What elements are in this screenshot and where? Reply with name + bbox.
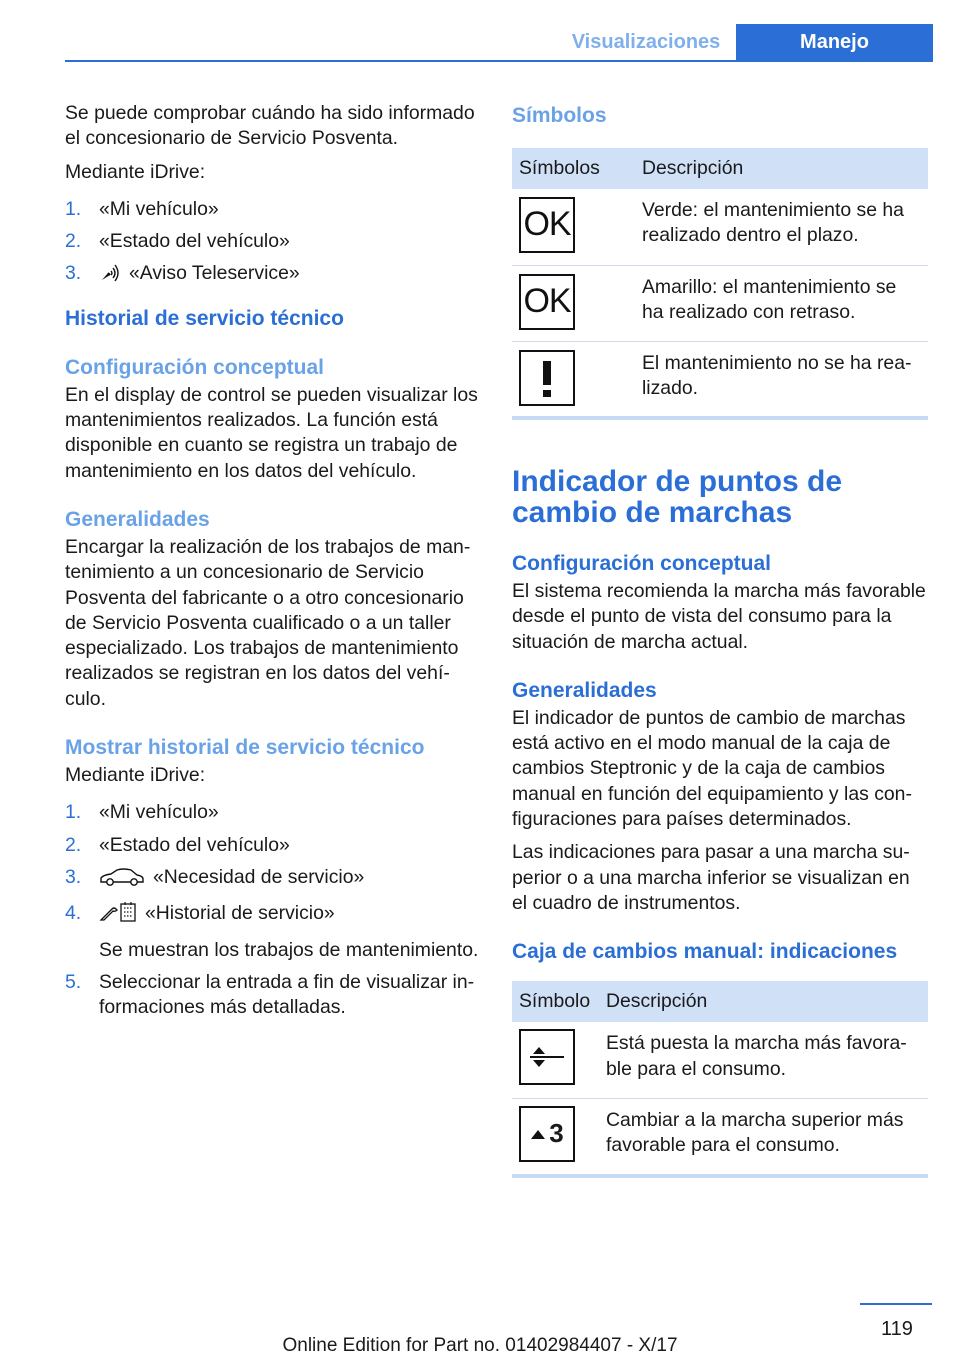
heading-caja-cambios: Caja de cambios manual: indicaciones — [512, 940, 898, 964]
symbol-label: OK — [523, 205, 571, 244]
table-cell: Amarillo: el mantenimiento se ha realizado con retraso. — [635, 265, 928, 341]
step-number: 2. — [65, 230, 82, 253]
generalidades-paragraph: El indicador de puntos de cambio de marchas está activo en el modo manual de la caja de cambios Steptronic y de la caja de cambios manual en función del equipamiento y las configuraciones para países determinados. — [512, 706, 912, 831]
column-header: Descripción — [635, 148, 928, 189]
column-header: Símbolo — [512, 981, 599, 1022]
step-number: 3. — [65, 865, 82, 888]
list-item — [65, 229, 480, 254]
column-header: Símbolos — [512, 148, 635, 189]
target-gear-label: 3 — [549, 1118, 564, 1149]
steps-list-historial — [65, 800, 480, 1020]
table-cell: Está puesta la marcha más favorable para el consumo. — [599, 1022, 928, 1098]
step-text: «Estado del vehículo» — [99, 833, 290, 856]
ok-yellow-icon — [519, 274, 575, 330]
tab-visualizaciones[interactable]: Visualizaciones — [571, 31, 721, 53]
heading-generalidades: Generalidades — [65, 507, 210, 531]
heading-config-conceptual: Configuración conceptual — [65, 355, 325, 379]
shift-up-icon — [519, 1106, 575, 1162]
table-cell: Verde: el mantenimiento se ha realizado dentro el plazo. — [635, 189, 928, 265]
step-text: «Mi vehículo» — [99, 197, 219, 220]
car-icon — [99, 867, 145, 894]
column-header: Descripción — [599, 981, 928, 1022]
table-row — [512, 341, 928, 416]
left-column — [65, 101, 480, 1028]
step-number: 4. — [65, 902, 82, 925]
step-text: «Necesidad de servicio» — [153, 865, 365, 888]
step-text: «Aviso Teleservice» — [129, 262, 300, 285]
list-item — [65, 901, 480, 963]
symbols-table — [512, 148, 928, 416]
step-text: «Mi vehículo» — [99, 801, 219, 824]
table-row — [512, 265, 928, 341]
heading-indicador: Indicador de puntos de cambio de marchas — [512, 465, 843, 529]
footer-rule — [860, 1303, 932, 1305]
step-text-wrap — [99, 901, 480, 963]
heading-config-conceptual: Configuración conceptual — [512, 552, 772, 575]
table-header-row — [512, 981, 928, 1022]
heading-mostrar-historial: Mostrar historial de servicio técnico — [65, 736, 425, 760]
step-subtext: Se muestran los trabajos de mantenimiento. — [99, 938, 479, 961]
optimal-gear-icon — [519, 1029, 575, 1085]
table-row — [512, 1022, 928, 1098]
config-paragraph: En el display de control se pueden visualizar los mantenimientos realizados. La función está disponible en cuanto se registra un trabajo de mantenimiento en los datos del vehículo. — [65, 383, 478, 482]
table-row — [512, 1098, 928, 1174]
step-number: 1. — [65, 197, 82, 220]
tab-manejo[interactable]: Manejo — [736, 24, 933, 61]
exclamation-icon — [519, 350, 575, 406]
list-item — [65, 865, 480, 894]
edition-note: Online Edition for Part no. 01402984407 - X/17 — [282, 1335, 678, 1356]
step-text: «Estado del vehículo» — [99, 230, 290, 253]
list-item — [65, 833, 480, 858]
step-number: 2. — [65, 833, 82, 856]
table-cell: El mantenimiento no se ha realizado. — [642, 351, 912, 399]
service-history-icon — [99, 901, 137, 930]
generalidades-paragraph: Encargar la realización de los trabajos de mantenimiento a un concesionario de Servicio Posventa del fabricante o a otro concesionario de Servicio Posventa cualificado o a un taller especializado. Los trabajos de mantenimiento realizados se registran en los datos del vehículo. — [65, 535, 471, 710]
ok-green-icon — [519, 197, 575, 253]
heading-simbolos: Símbolos — [512, 104, 607, 127]
table-cell: Cambiar a la marcha superior más favorable para el consumo. — [606, 1108, 904, 1157]
teleservice-icon — [99, 263, 121, 290]
step-number: 3. — [65, 262, 82, 285]
idrive-label: Mediante iDrive: — [65, 160, 206, 183]
header-rule — [65, 60, 933, 62]
intro-paragraph: Se puede comprobar cuándo ha sido informado el concesionario de Servicio Posventa. — [65, 102, 475, 150]
table-divider — [512, 416, 928, 420]
list-item — [65, 800, 480, 825]
steps-list-teleservice — [65, 197, 480, 291]
step-text-wrap — [99, 261, 480, 290]
symbol-label: OK — [523, 281, 571, 320]
right-column — [512, 101, 928, 1178]
list-item — [65, 970, 480, 1021]
heading-generalidades: Generalidades — [512, 678, 657, 702]
step-text: Seleccionar la entrada a fin de visualizar informaciones más detalladas. — [99, 970, 475, 1019]
indicaciones-paragraph: Las indicaciones para pasar a una marcha superior o a una marcha inferior se visualizan en el cuadro de instrumentos. — [512, 841, 910, 914]
heading-historial: Historial de servicio técnico — [65, 306, 344, 330]
gear-table — [512, 981, 928, 1174]
config-paragraph: El sistema recomienda la marcha más favorable desde el punto de vista del consumo para la situación de marcha actual. — [512, 580, 926, 653]
page-number: 119 — [881, 1318, 913, 1340]
table-row — [512, 189, 928, 265]
table-header-row — [512, 148, 928, 189]
list-item — [65, 197, 480, 222]
table-divider — [512, 1174, 928, 1178]
step-number: 5. — [65, 970, 82, 993]
idrive-label: Mediante iDrive: — [65, 764, 206, 787]
step-text: «Historial de servicio» — [145, 902, 335, 925]
list-item — [65, 261, 480, 290]
step-number: 1. — [65, 801, 82, 824]
step-text-wrap — [99, 865, 480, 894]
